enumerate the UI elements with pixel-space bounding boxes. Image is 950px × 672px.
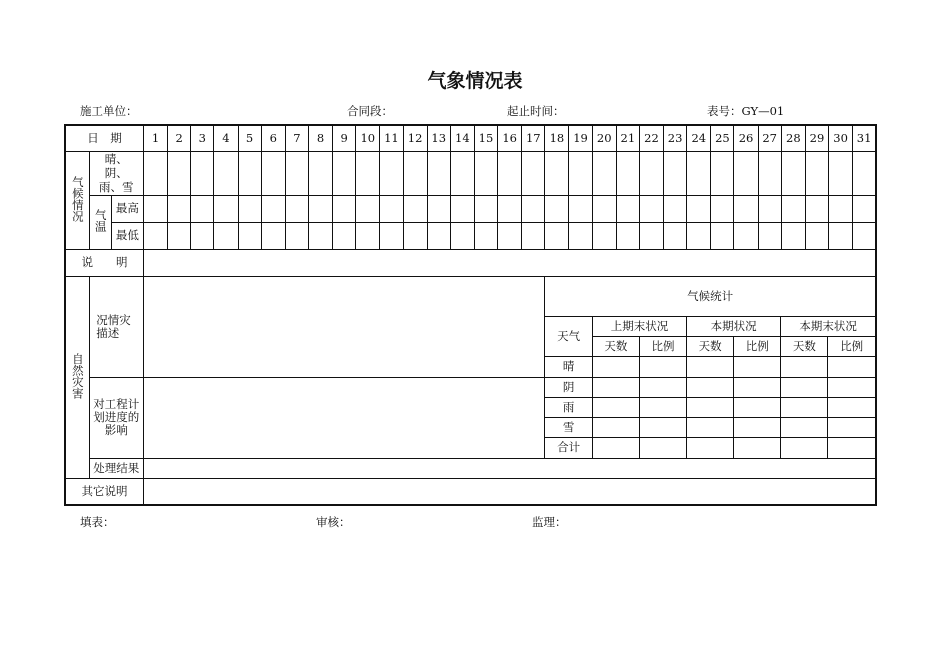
stats-cell[interactable] xyxy=(781,377,828,397)
stats-cell[interactable] xyxy=(592,357,639,377)
temp-label xyxy=(89,195,111,249)
day-header: 1 xyxy=(143,125,167,151)
weather-group-text: 气候情况 xyxy=(70,175,85,222)
result-cell[interactable] xyxy=(143,458,876,478)
sky-cell[interactable] xyxy=(143,151,167,195)
supervise-label: 监理： xyxy=(532,515,567,529)
disaster-desc-text: 况情灾描述 xyxy=(96,312,131,340)
day-header: 31 xyxy=(853,125,876,151)
stats-cell[interactable] xyxy=(781,417,828,437)
weather-group-label xyxy=(65,151,89,249)
sky-cell[interactable] xyxy=(427,151,450,195)
stats-cell[interactable] xyxy=(781,397,828,417)
temp-min-cell[interactable] xyxy=(168,222,191,249)
sky-cell[interactable] xyxy=(522,151,545,195)
sky-cell[interactable] xyxy=(545,151,569,195)
temp-max-cell[interactable] xyxy=(616,195,639,222)
disaster-desc-cell[interactable] xyxy=(143,276,544,377)
day-header: 14 xyxy=(450,125,474,151)
day-header: 27 xyxy=(758,125,781,151)
temp-min-cell[interactable] xyxy=(711,222,734,249)
stats-cell[interactable] xyxy=(639,417,686,437)
stats-cell[interactable] xyxy=(592,397,639,417)
sky-cell[interactable] xyxy=(829,151,853,195)
sky-cell[interactable] xyxy=(380,151,403,195)
day-header: 29 xyxy=(805,125,828,151)
day-header: 18 xyxy=(545,125,569,151)
temp-min-cell[interactable] xyxy=(380,222,403,249)
end-header: 本期末状况 xyxy=(781,317,875,337)
sky-cell[interactable] xyxy=(168,151,191,195)
temp-max-cell[interactable] xyxy=(545,195,569,222)
day-header: 4 xyxy=(214,125,238,151)
temp-min-cell[interactable] xyxy=(664,222,687,249)
temp-max-cell[interactable] xyxy=(168,195,191,222)
sky-cell[interactable] xyxy=(664,151,687,195)
day-header: 15 xyxy=(474,125,497,151)
temp-max-cell[interactable] xyxy=(711,195,734,222)
day-header: 10 xyxy=(356,125,380,151)
temp-min-cell[interactable] xyxy=(285,222,308,249)
day-header: 6 xyxy=(261,125,285,151)
stats-cell[interactable] xyxy=(687,437,734,457)
sky-cell[interactable] xyxy=(308,151,332,195)
stats-cell[interactable] xyxy=(734,357,781,377)
construction-unit-label: 施工单位： xyxy=(80,104,138,118)
stats-cell[interactable] xyxy=(828,397,875,417)
stats-cell[interactable] xyxy=(639,377,686,397)
disaster-desc-label xyxy=(89,276,143,377)
temp-max-cell[interactable] xyxy=(498,195,522,222)
day-header: 26 xyxy=(734,125,758,151)
sky-cell[interactable] xyxy=(758,151,781,195)
days-header: 天数 xyxy=(592,337,639,357)
temp-max-cell[interactable] xyxy=(664,195,687,222)
period-label: 起止时间： xyxy=(507,104,565,118)
stats-title: 气候统计 xyxy=(545,277,875,317)
temp-max-cell[interactable] xyxy=(285,195,308,222)
sky-cell[interactable] xyxy=(474,151,497,195)
temp-max-cell[interactable] xyxy=(853,195,876,222)
sky-text: 晴、阴、雨、雪 xyxy=(99,152,134,194)
stats-cell[interactable] xyxy=(687,377,734,397)
temp-max-cell[interactable] xyxy=(214,195,238,222)
stats-cell[interactable] xyxy=(592,417,639,437)
curr-header: 本期状况 xyxy=(687,317,781,337)
temp-max-cell[interactable] xyxy=(805,195,828,222)
temp-min-cell[interactable] xyxy=(191,222,214,249)
temp-max-cell[interactable] xyxy=(308,195,332,222)
sky-cell[interactable] xyxy=(569,151,592,195)
weather-col-header: 天气 xyxy=(545,317,592,357)
days-header: 天数 xyxy=(781,337,828,357)
temp-min-cell[interactable] xyxy=(474,222,497,249)
sky-cell[interactable] xyxy=(687,151,711,195)
note-label: 说 明 xyxy=(65,249,143,276)
stats-row-label: 阴 xyxy=(545,377,592,397)
contract-section-label: 合同段： xyxy=(347,104,393,118)
day-header: 23 xyxy=(664,125,687,151)
stats-panel xyxy=(545,276,876,458)
impact-cell[interactable] xyxy=(143,377,544,458)
temp-min-label: 最低 xyxy=(111,222,143,249)
temp-min-cell[interactable] xyxy=(545,222,569,249)
note-cell[interactable] xyxy=(143,249,876,276)
temp-min-cell[interactable] xyxy=(781,222,805,249)
day-header: 24 xyxy=(687,125,711,151)
temp-max-cell[interactable] xyxy=(238,195,261,222)
temp-min-cell[interactable] xyxy=(238,222,261,249)
weather-table xyxy=(64,124,877,506)
sky-cell[interactable] xyxy=(592,151,616,195)
day-header: 9 xyxy=(333,125,356,151)
temp-min-cell[interactable] xyxy=(616,222,639,249)
stats-cell[interactable] xyxy=(639,397,686,417)
stats-cell[interactable] xyxy=(687,397,734,417)
temp-min-cell[interactable] xyxy=(333,222,356,249)
stats-cell[interactable] xyxy=(734,437,781,457)
temp-min-cell[interactable] xyxy=(569,222,592,249)
stats-cell[interactable] xyxy=(639,357,686,377)
temp-min-cell[interactable] xyxy=(143,222,167,249)
day-header: 17 xyxy=(522,125,545,151)
stats-row-label: 雨 xyxy=(545,397,592,417)
temp-max-cell[interactable] xyxy=(639,195,663,222)
temp-max-cell[interactable] xyxy=(261,195,285,222)
day-header: 21 xyxy=(616,125,639,151)
stats-row-label: 晴 xyxy=(545,357,592,377)
stats-cell[interactable] xyxy=(687,417,734,437)
sky-cell[interactable] xyxy=(498,151,522,195)
ratio-header: 比例 xyxy=(828,337,875,357)
stats-cell[interactable] xyxy=(734,397,781,417)
stats-cell[interactable] xyxy=(828,417,875,437)
sky-label xyxy=(89,151,143,195)
sky-cell[interactable] xyxy=(403,151,427,195)
sky-cell[interactable] xyxy=(191,151,214,195)
day-header: 25 xyxy=(711,125,734,151)
sky-cell[interactable] xyxy=(356,151,380,195)
temp-max-cell[interactable] xyxy=(522,195,545,222)
temp-min-cell[interactable] xyxy=(308,222,332,249)
stats-cell[interactable] xyxy=(781,357,828,377)
temp-max-cell[interactable] xyxy=(143,195,167,222)
impact-label xyxy=(89,377,143,458)
temp-max-cell[interactable] xyxy=(592,195,616,222)
sky-cell[interactable] xyxy=(805,151,828,195)
day-header: 11 xyxy=(380,125,403,151)
temp-min-cell[interactable] xyxy=(758,222,781,249)
other-label: 其它说明 xyxy=(65,478,143,505)
prev-header: 上期末状况 xyxy=(592,317,686,337)
day-header: 2 xyxy=(168,125,191,151)
stats-cell[interactable] xyxy=(592,437,639,457)
temp-min-cell[interactable] xyxy=(356,222,380,249)
day-header: 22 xyxy=(639,125,663,151)
temp-min-cell[interactable] xyxy=(450,222,474,249)
temp-min-cell[interactable] xyxy=(853,222,876,249)
day-header: 5 xyxy=(238,125,261,151)
review-label: 审核： xyxy=(316,515,351,529)
day-header: 7 xyxy=(285,125,308,151)
day-header: 8 xyxy=(308,125,332,151)
temp-max-cell[interactable] xyxy=(474,195,497,222)
temp-max-cell[interactable] xyxy=(191,195,214,222)
day-header: 12 xyxy=(403,125,427,151)
days-header: 天数 xyxy=(687,337,734,357)
stats-cell[interactable] xyxy=(639,437,686,457)
temp-max-cell[interactable] xyxy=(758,195,781,222)
temp-min-cell[interactable] xyxy=(498,222,522,249)
sky-cell[interactable] xyxy=(333,151,356,195)
sky-cell[interactable] xyxy=(639,151,663,195)
temp-max-cell[interactable] xyxy=(781,195,805,222)
temp-min-cell[interactable] xyxy=(687,222,711,249)
ratio-header: 比例 xyxy=(639,337,686,357)
temp-max-label: 最高 xyxy=(111,195,143,222)
sky-cell[interactable] xyxy=(781,151,805,195)
temp-min-cell[interactable] xyxy=(214,222,238,249)
temp-min-cell[interactable] xyxy=(639,222,663,249)
fill-label: 填表： xyxy=(80,515,115,529)
temp-min-cell[interactable] xyxy=(734,222,758,249)
ratio-header: 比例 xyxy=(734,337,781,357)
temp-min-cell[interactable] xyxy=(592,222,616,249)
temp-max-cell[interactable] xyxy=(403,195,427,222)
day-header: 13 xyxy=(427,125,450,151)
result-label: 处理结果 xyxy=(89,458,143,478)
stats-cell[interactable] xyxy=(828,437,875,457)
temp-min-cell[interactable] xyxy=(829,222,853,249)
temp-min-cell[interactable] xyxy=(522,222,545,249)
disaster-group-label xyxy=(65,276,89,478)
sky-cell[interactable] xyxy=(450,151,474,195)
day-header: 19 xyxy=(569,125,592,151)
sky-cell[interactable] xyxy=(853,151,876,195)
stats-cell[interactable] xyxy=(828,357,875,377)
other-cell[interactable] xyxy=(143,478,876,505)
temp-max-cell[interactable] xyxy=(380,195,403,222)
temp-min-cell[interactable] xyxy=(261,222,285,249)
sky-cell[interactable] xyxy=(261,151,285,195)
impact-text: 对工程计划进度的影响 xyxy=(93,397,140,437)
disaster-group-text: 自然灾害 xyxy=(70,352,85,399)
stats-cell[interactable] xyxy=(781,437,828,457)
sky-cell[interactable] xyxy=(616,151,639,195)
temp-min-cell[interactable] xyxy=(427,222,450,249)
sky-cell[interactable] xyxy=(214,151,238,195)
stats-cell[interactable] xyxy=(734,377,781,397)
stats-cell[interactable] xyxy=(828,377,875,397)
sky-cell[interactable] xyxy=(711,151,734,195)
stats-row-label: 合计 xyxy=(545,437,592,457)
temp-max-cell[interactable] xyxy=(356,195,380,222)
stats-cell[interactable] xyxy=(734,417,781,437)
day-header: 16 xyxy=(498,125,522,151)
temp-max-cell[interactable] xyxy=(829,195,853,222)
day-header: 28 xyxy=(781,125,805,151)
temp-min-cell[interactable] xyxy=(805,222,828,249)
stats-cell[interactable] xyxy=(592,377,639,397)
temp-max-cell[interactable] xyxy=(687,195,711,222)
stats-cell[interactable] xyxy=(687,357,734,377)
temp-max-cell[interactable] xyxy=(734,195,758,222)
stats-row-label: 雪 xyxy=(545,417,592,437)
day-header: 30 xyxy=(829,125,853,151)
day-header: 20 xyxy=(592,125,616,151)
date-label: 日 期 xyxy=(65,125,143,151)
temp-max-cell[interactable] xyxy=(427,195,450,222)
sky-cell[interactable] xyxy=(238,151,261,195)
temp-max-cell[interactable] xyxy=(450,195,474,222)
day-header: 3 xyxy=(191,125,214,151)
temp-min-cell[interactable] xyxy=(403,222,427,249)
temp-text: 气温 xyxy=(93,209,108,232)
sky-cell[interactable] xyxy=(285,151,308,195)
sky-cell[interactable] xyxy=(734,151,758,195)
form-number: 表号：GY—01 xyxy=(707,104,785,118)
temp-max-cell[interactable] xyxy=(333,195,356,222)
page-title: 气象情况表 xyxy=(427,70,523,92)
stats-table xyxy=(545,277,875,458)
temp-max-cell[interactable] xyxy=(569,195,592,222)
